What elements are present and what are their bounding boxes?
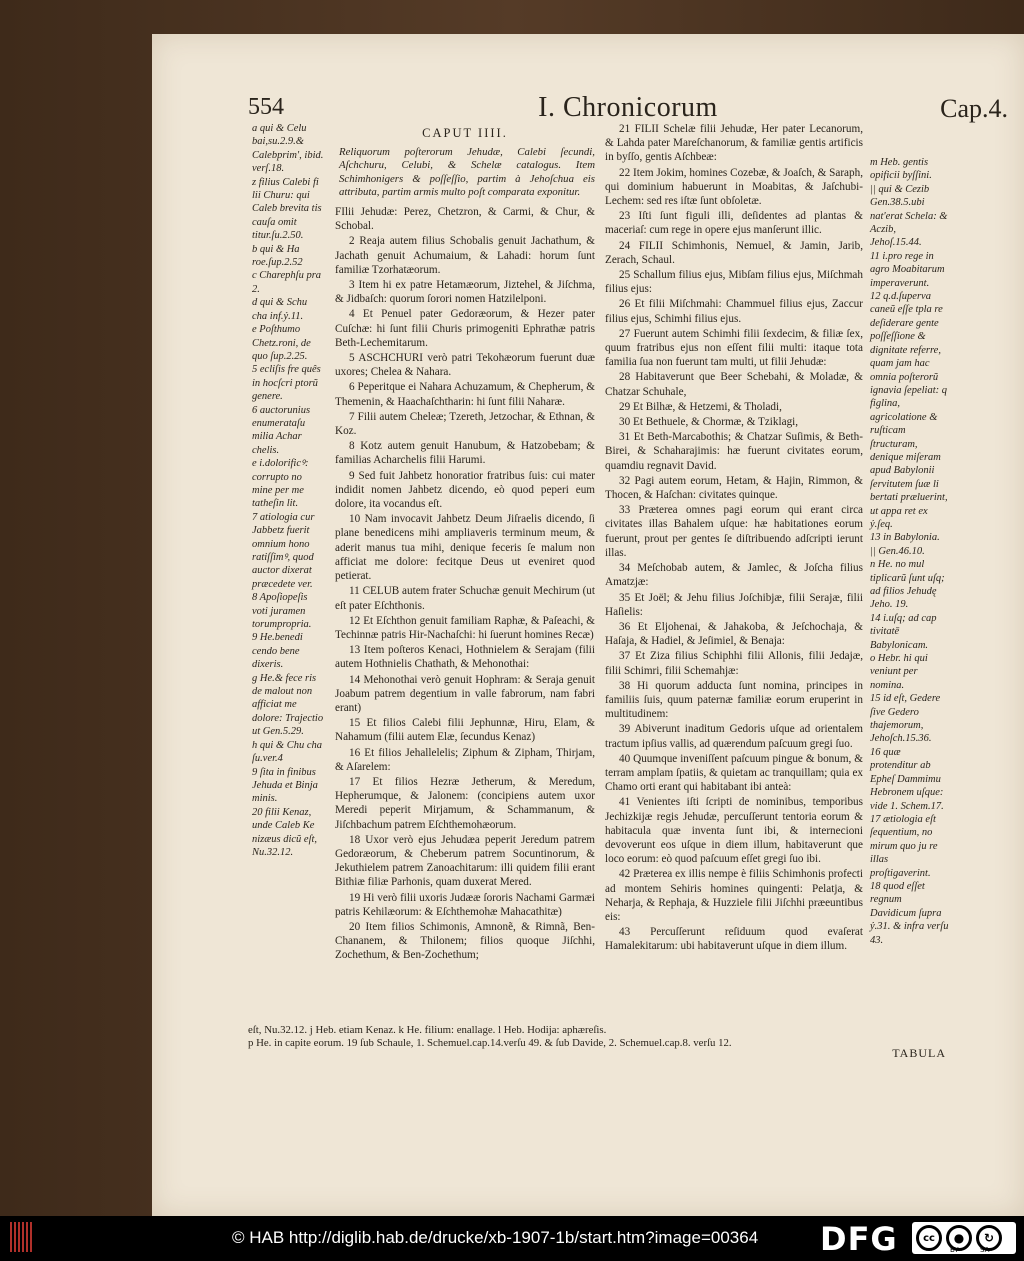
margin-note: || Gen.46.10. xyxy=(870,545,925,557)
verse-paragraph: 31 Et Beth-Marcabothis; & Chatzar Suſimis, & Beth-Birei, & Schaharajimis: hæ fuerunt civitates eorum, quamdiu regnavit David. xyxy=(605,431,863,472)
verse-paragraph: 35 Et Joël; & Jehu filius Joſchibjæ, filii Serajæ, filii Haſielis: xyxy=(605,591,863,618)
sa-label: SA xyxy=(980,1246,990,1254)
page-footnotes xyxy=(248,1024,938,1051)
footnote-line: eſt, Nu.32.12. j Heb. etiam Kenaz. k He. filium: enallage. l Heb. Hodija: aphæreſis. xyxy=(248,1024,607,1036)
by-label: BY xyxy=(950,1246,959,1254)
verse-paragraph: 38 Hi quorum adducta ſunt nomina, principes in familiis ſuis, quum paternæ familiæ eorum eruperint in multitudinem: xyxy=(605,679,863,721)
margin-note: 17 ætiologia eſt ſequentium, no mirum quo ju re illas proſtigaverint. xyxy=(870,813,938,879)
verse-paragraph: 30 Et Bethuele, & Chormæ, & Tziklagi, xyxy=(619,416,799,429)
verse-paragraph: 28 Habitaverunt que Beer Schebahi, & Moladæ, & Chatzar Schuhale, xyxy=(605,371,863,398)
share-alike-icon: ↻ xyxy=(976,1225,1002,1251)
verse-paragraph: 15 Et filios Calebi filii Jephunnæ, Hiru, Elam, & Nahamum (filii autem Elæ, ſecundus Kenaz) xyxy=(335,717,595,744)
text-column-left xyxy=(335,122,595,964)
text-column-right xyxy=(605,122,863,955)
page-number: 554 xyxy=(248,94,284,120)
margin-note: z filius Calebi fi lii Churu: qui Caleb brevita tis cauſa omit titur.ſu.2.50. xyxy=(252,176,325,242)
footnote-line: p He. in capite eorum. 19 ſub Schaule, 1. Schemuel.cap.14.verſu 49. & ſub Davide, 2. Schemuel.cap.8. verſu 12. xyxy=(248,1037,732,1050)
verse-paragraph: 13 Item poſteros Kenaci, Hothnielem & Serajam (filii autem Hothnielis Chathath, & Mehonothai: xyxy=(335,644,595,671)
margin-note: 14 i.uſq; ad cap tivitatē Babylonicam. xyxy=(870,612,937,651)
verse-paragraph: FIlii Jehudæ: Perez, Chetzron, & Carmi, & Chur, & Schobal. xyxy=(335,206,595,233)
margin-note: 9 He.benedi cendo bene dixeris. xyxy=(252,632,306,671)
verse-paragraph: 34 Meſchobab autem, & Jamlec, & Joſcha filius Amatzjæ: xyxy=(605,562,863,589)
margin-note: 16 quæ protenditur ab Epheſ Dammimu Hebronem uſque: vide 1. Schem.17. xyxy=(870,746,944,812)
margin-note: 8 Apoſiopeſis voti juramen torumpropria. xyxy=(252,592,312,631)
right-margin-notes xyxy=(870,156,950,947)
margin-note: 15 id eſt, Gedere ſive Gedero thajemorum, Jehoſch.15.36. xyxy=(870,693,941,745)
cc-license-badge[interactable] xyxy=(912,1222,1016,1254)
margin-note: g He.& fece ris de malout non afficiat me dolore: Trajectio ut Gen.5.29. xyxy=(252,672,326,738)
verse-paragraph: 29 Et Bilhæ, & Hetzemi, & Tholadi, xyxy=(619,400,782,413)
margin-note: e Poſthumo Chetz.roni, de quo ſup.2.25. xyxy=(252,324,314,362)
verse-paragraph: 7 Filii autem Cheleæ; Tzereth, Jetzochar, & Ethnan, & Koz. xyxy=(335,410,595,438)
margin-note: 20 filii Kenaz, unde Caleb Ke nizæus dicũ eſt, Nu.32.12. xyxy=(252,806,320,858)
margin-note: c Charephſu pra 2. xyxy=(252,270,324,295)
verse-paragraph: 16 Et filios Jehallelelis; Ziphum & Zipham, Thirjam, & Aſarelem: xyxy=(335,746,595,773)
verse-paragraph: 9 Sed fuit Jahbetz honoratior fratribus ſuis: cui mater indidit nomen Jahbetz dicendo, eò quod peperi eum dolore, ita vocandus eſt. xyxy=(335,469,595,511)
verse-paragraph: 3 Item hi ex patre Hetamæorum, Jiztehel, & Jiſchma, & Jidbaſch: quorum ſorori nomen Hatzilelponi. xyxy=(335,279,595,306)
verse-paragraph: 10 Nam invocavit Jahbetz Deum Jiſraelis dicendo, ſi plane benedicens mihi ampliaveris terminum meum, & aderit manus tua mihi, denique feceris ſe malum non afficiat me dolore: fecitque Deus ut eveniret quod petierat. xyxy=(335,513,595,583)
margin-note: 7 atiologia cur Jabbetz fuerit omnium hono ratiſſimꝰ, quod auctor dixerat præcedete ver. xyxy=(252,511,318,590)
verse-paragraph: 36 Et Eljohenai, & Jahakoba, & Jeſchochaja, & Haſaja, & Hadiel, & Jeſimiel, & Benaja: xyxy=(605,620,863,648)
margin-note: 13 in Babylonia. xyxy=(870,532,940,544)
verse-paragraph: 37 Et Ziza filius Schiphhi filii Allonis, filii Jedajæ, filii Schimri, filii Schemahjæ: xyxy=(605,650,863,677)
margin-note: o Hebr. hi qui veniunt per nomina. xyxy=(870,653,928,691)
chapter-summary: Reliquorum poſterorum Jehudæ, Calebi ſecundi, Aſchchuru, Celubi, & Schelæ catalogus. Item Schimhonigers & poſſeſſio, partim à Jehoſchua eis attributa, partim armis multo poſt comparata exponitur. xyxy=(339,146,595,198)
verse-paragraph: 27 Fuerunt autem Schimhi filii ſexdecim, & filiæ ſex, quum fratribus ejus non eſſent filii multi: itaque tota familia ſua non fuerunt tam multi, ut filii Jehudæ: xyxy=(605,327,863,369)
margin-note: 11 i.pro rege in agro Moabitarum imperaverunt. xyxy=(870,250,945,289)
margin-note: 9 ſita in finibus Jehuda et Binja minis. xyxy=(252,766,321,805)
page-header xyxy=(248,92,1008,126)
margin-note: h qui & Chu cha ſu.ver.4 xyxy=(252,739,325,765)
verse-paragraph: 12 Et Eſchthon genuit familiam Raphæ, & Paſeachi, & Techinnæ patris Hir-Nachaſchi: hi ſuerunt homines Recæ) xyxy=(335,614,595,641)
verse-paragraph: 2 Reaja autem filius Schobalis genuit Jachathum, & Jachath genuit Achumaium, & Lahadi: horum ſunt familiæ Tzorhatæorum. xyxy=(335,235,595,276)
verse-paragraph: 21 FILII Schelæ filii Jehudæ, Her pater Lecanorum, & Lahda pater Mareſchanorum, & familiæ gentis artificis in byſſo, gentis Aſchbeæ: xyxy=(605,123,863,164)
margin-note: 12 q.d.ſuperva caneũ eſſe tpla re deſiderare gente poſſeſſione & dignitate referre, quam jam hac omnia poſterorũ ignavia ſepeliat: q figlina, agricolatione & ruſticam ſtructuram, denique miſeram apud Babylonii ſervitutem ſuæ li bertati præluerint, ut appa ret ex ỷ.ſeq. xyxy=(870,291,948,530)
margin-note: 6 auctorunius enumerataſu milia Achar chelis. xyxy=(252,404,313,456)
verse-paragraph: 43 Percuſſerunt reſiduum quod evaſerat Hamalekitarum: ubi habitaverunt uſque in diem illum. xyxy=(605,926,863,953)
chapter-tag: Cap.4. xyxy=(940,94,1008,123)
verse-paragraph: 4 Et Penuel pater Gedoræorum, & Hezer pater Cuſchæ: hi ſunt filii Churis primogeniti Ephrathæ patris Beth-Lechemitarum. xyxy=(335,308,595,349)
verse-paragraph: 19 Hi verò filii uxoris Judææ ſororis Nachami Garmæi patris Kehilæorum: & Eſchthemohæ Mahacathitæ) xyxy=(335,891,595,918)
verse-paragraph: 18 Uxor verò ejus Jehudæa peperit Jeredum patrem Gedoræorum, & Cheberum patrem Socuntinorum, & Jekuthielem patrem Zanoachitarum: illi quidem filii erant Bithiæ filiæ Parhonis, quam duxerat Mered. xyxy=(335,833,595,889)
margin-note: d qui & Schu cha inf.ỷ.11. xyxy=(252,297,310,322)
verse-paragraph: 17 Et filios Hezræ Jetherum, & Meredum, Hepherumque, & Jalonem: (concipiens autem uxor Meredi peperit Mirjamum, & Schammanum, & Jiſchbachum patrem Eſchthemohæorum. xyxy=(335,775,595,831)
verse-paragraph: 25 Schallum filius ejus, Mibſam filius ejus, Miſchmah filius ejus: xyxy=(605,269,863,296)
left-margin-notes xyxy=(252,122,324,859)
margin-note: 5 ecliſis fre quês in hocſcri ptorũ genere. xyxy=(252,364,324,403)
hab-library-icon[interactable] xyxy=(10,1222,36,1254)
verse-paragraph: 5 ASCHCHURI verò patri Tekohæorum fuerunt duæ uxores; Chelea & Nahara. xyxy=(335,352,595,379)
margin-note: n He. no mul tiplicarũ ſunt uſq; ad filios Jehudę Jeho. 19. xyxy=(870,559,945,611)
verse-paragraph: 41 Venientes iſti ſcripti de nominibus, temporibus Jechizkijæ regis Jehudæ, percuſſerunt tentoria eorum & habitacula quæ inventa ſunt ibi, & internecioni devoverunt eos uſque in diem illum, habitaverunt que loco eorum: eò quod paſcuum eſſet gregi ſuo ibi. xyxy=(605,796,863,866)
catchword: TABULA xyxy=(892,1046,946,1060)
verse-paragraph: 20 Item filios Schimonis, Amnonẽ, & Rimnã, Ben-Chananem, & Thilonem; filios quoque Jiſchhi, Zochethum, & Ben-Zochethum; xyxy=(335,920,595,962)
cc-icon: cc xyxy=(916,1225,942,1251)
margin-note: || qui & Cezib Gen.38.5.ubi nat'erat Schela: & Aczib, Jehoſ.15.44. xyxy=(870,183,948,249)
verse-paragraph: 6 Peperitque ei Nahara Achuzamum, & Chepherum, & Themenin, & Haachaſchtharin: hi ſunt filii Naharæ. xyxy=(335,381,595,408)
scanned-page xyxy=(152,34,1024,1216)
chapter-heading: CAPUT IIII. xyxy=(422,126,508,140)
source-url[interactable]: © HAB http://diglib.hab.de/drucke/xb-1907-1b/start.htm?image=00364 xyxy=(232,1228,759,1247)
viewer-footer-bar xyxy=(0,1216,1024,1261)
verse-paragraph: 26 Et filii Miſchmahi: Chammuel filius ejus, Zaccur filius ejus, Schimhi filius ejus. xyxy=(605,298,863,325)
verse-paragraph: 32 Pagi autem eorum, Hetam, & Hajin, Rimmon, & Thocen, & Haſchan: civitates quinque. xyxy=(605,474,863,502)
verse-paragraph: 22 Item Jokim, homines Cozebæ, & Joaſch, & Saraph, qui dominium habuerunt in Moabitas, & Jaſchubi-Lechem: sed res iſtæ ſunt obſoletæ. xyxy=(605,166,863,208)
verse-paragraph: 23 Iſti ſunt figuli illi, deſidentes ad plantas & maceriaſ: cum rege in opere ejus manſerunt illic. xyxy=(605,210,863,237)
by-attribution-icon: ● xyxy=(946,1225,972,1251)
verses-left xyxy=(335,205,595,963)
verse-paragraph: 39 Abiverunt inaditum Gedoris uſque ad orientalem tractum ipſius vallis, ad quærendum paſcuum gregi ſuo. xyxy=(605,723,863,750)
verse-paragraph: 14 Mehonothai verò genuit Hophram: & Seraja genuit Joabum patrem degentium in valle fabrorum, nam fabri erant) xyxy=(335,673,595,714)
dfg-logo[interactable]: DFG xyxy=(820,1220,898,1258)
margin-note: m Heb. gentis opificii byſſini. xyxy=(870,157,932,182)
verse-paragraph: 40 Quumque inveniſſent paſcuum pingue & bonum, & terram amplam ſpatiis, & quietam ac tranquillam; quia ex Chamo orti erant qui habitabant ibi anteà: xyxy=(605,752,863,794)
margin-note: b qui & Ha roe.ſup.2.52 xyxy=(252,243,303,269)
verse-paragraph: 24 FILII Schimhonis, Nemuel, & Jamin, Jarib, Zerach, Schaul. xyxy=(605,239,863,266)
verse-paragraph: 33 Præterea omnes pagi eorum qui erant circa civitates illas Bahalem uſque: hæ habitationes eorum fuerunt, prout per gentes ſe diſtribuendo adſcripti ierunt illas. xyxy=(605,504,863,559)
verse-paragraph: 8 Kotz autem genuit Hanubum, & Hatzobebam; & familias Acharchelis filii Harumi. xyxy=(335,440,595,467)
margin-note: e i.dolorificꝰ: corrupto no mine per me tatheſin lit. xyxy=(252,458,312,510)
margin-note: 18 quod eſſet regnum Davidicum ſupra ỷ.31. & infra verſu 43. xyxy=(870,880,949,946)
verse-paragraph: 11 CELUB autem frater Schuchæ genuit Mechirum (ut eſt pater Eſchthonis. xyxy=(335,585,595,612)
verse-paragraph: 42 Præterea ex illis nempe è filiis Schimhonis profecti ad montem Sehiris homines quingenti: Pelatja, & Neharja, & Rephaja, & Huzziele filii Jiſchhi præeuntibus eis: xyxy=(605,868,863,923)
margin-note: a qui & Celu bai,su.2.9.& Calebprim', ibid. verſ.18. xyxy=(252,123,326,175)
running-title: I. Chronicorum xyxy=(538,92,718,123)
